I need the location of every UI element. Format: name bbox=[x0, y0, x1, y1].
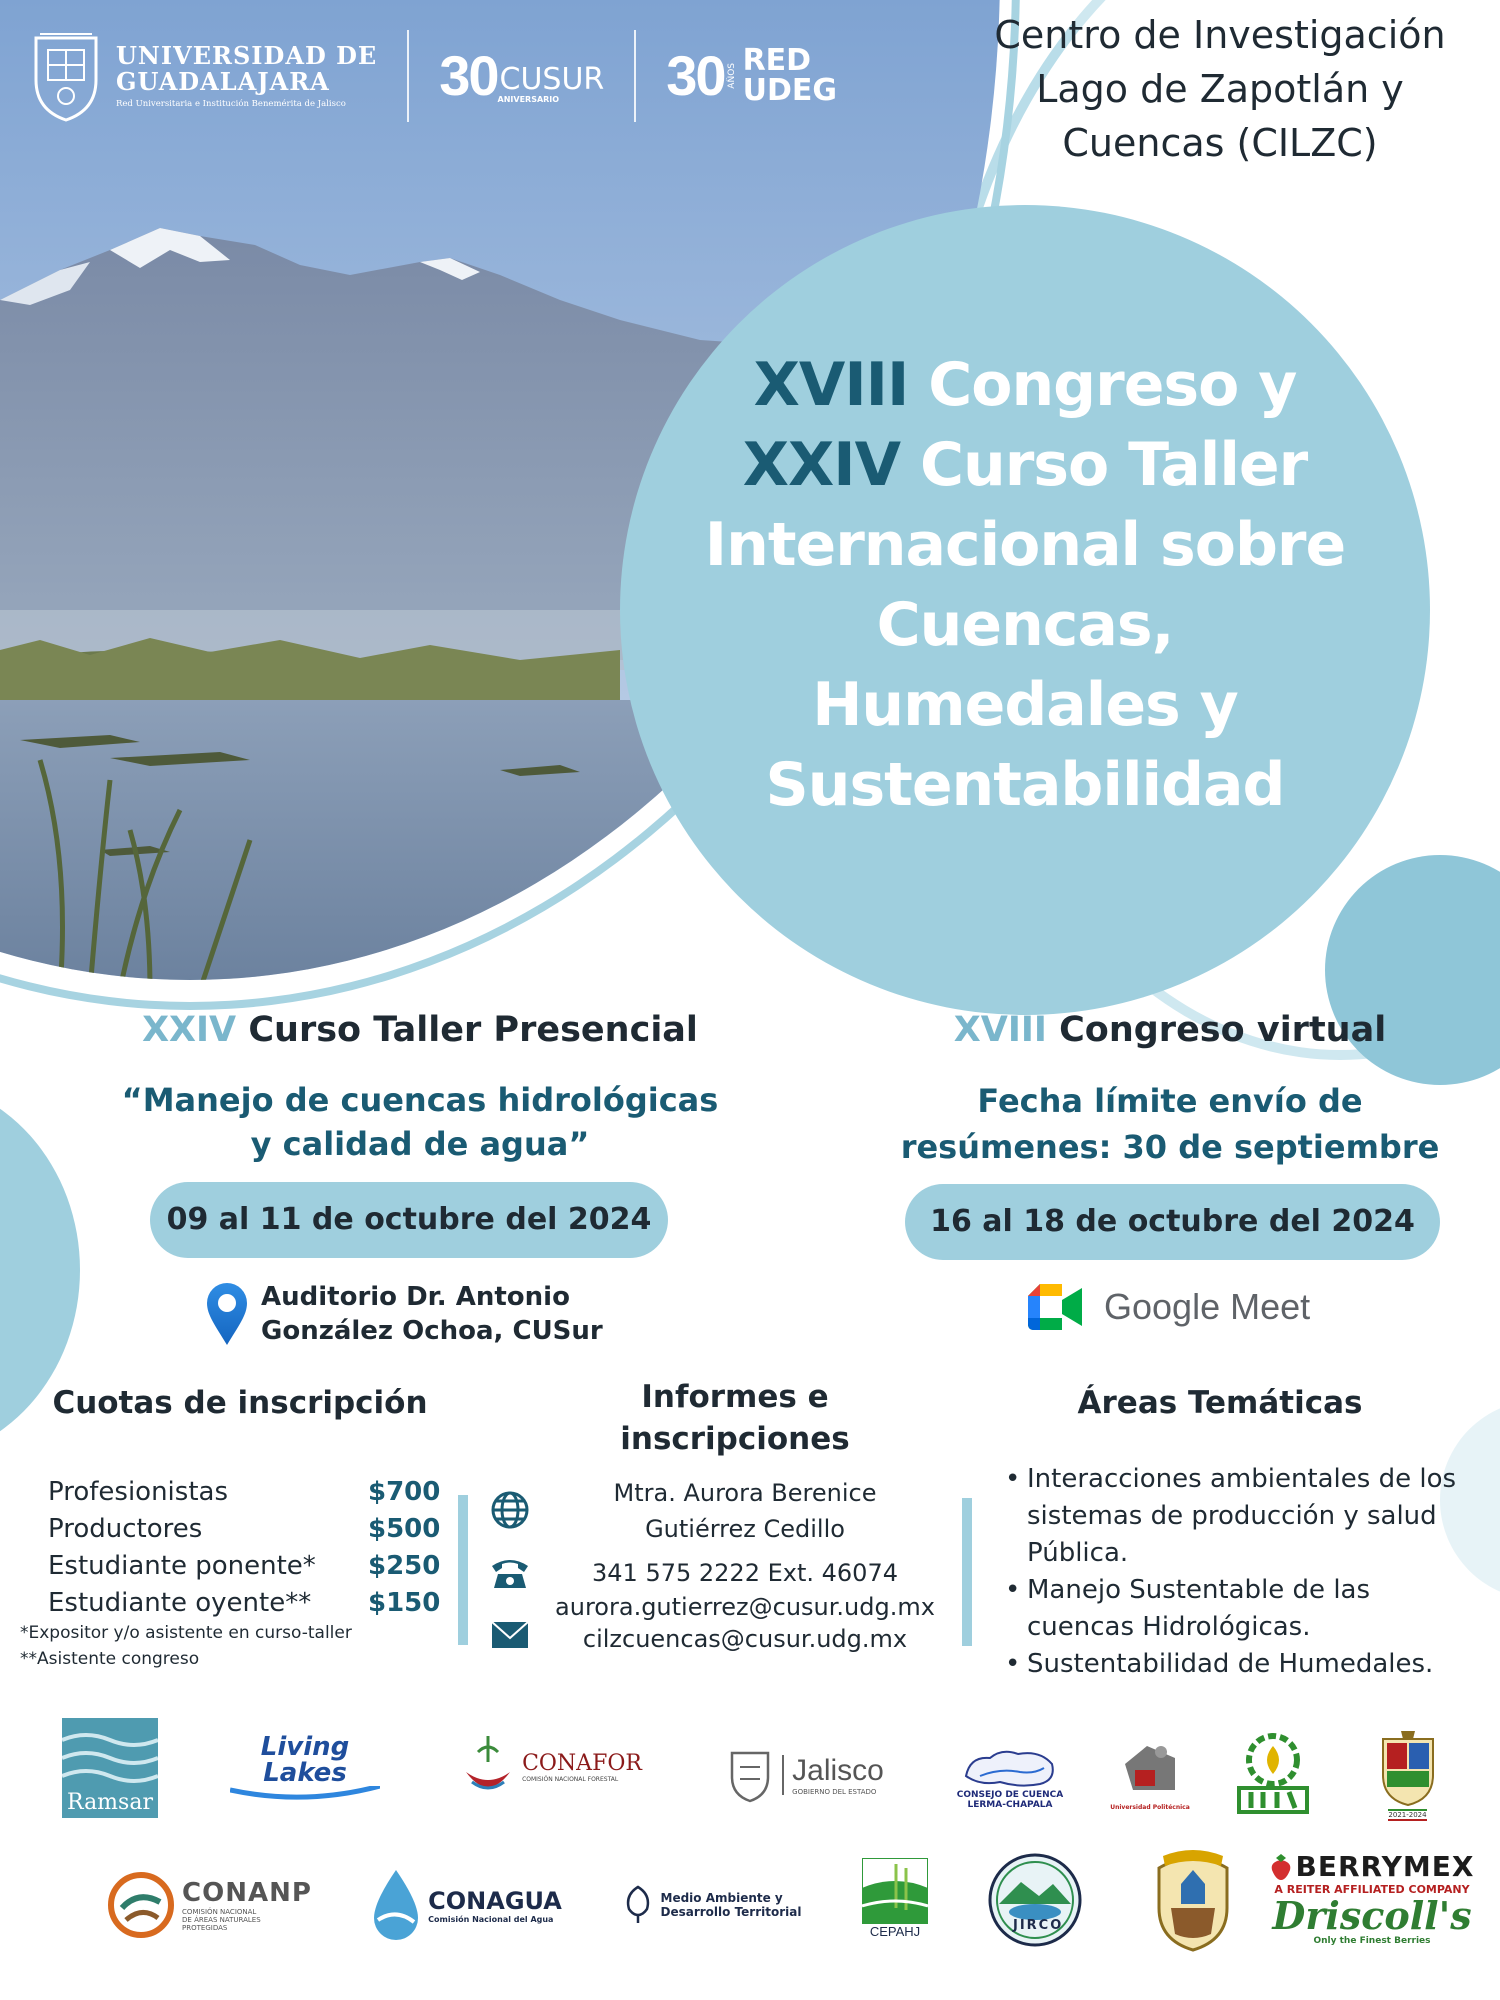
area3-line1: • Sustentabilidad de Humedales. bbox=[1027, 1649, 1434, 1679]
contact-email-2[interactable]: cilzcuencas@cusur.udg.mx bbox=[582, 1625, 908, 1653]
header-divider bbox=[407, 30, 409, 122]
area1-line2: sistemas de producción y salud bbox=[1027, 1501, 1437, 1531]
jalisco-sub: GOBIERNO DEL ESTADO bbox=[792, 1788, 877, 1796]
fee-label: Productores bbox=[48, 1514, 203, 1544]
red-udeg-logo bbox=[666, 43, 837, 108]
divider-bar bbox=[962, 1498, 972, 1646]
municipal-label: 2021-2024 bbox=[1388, 1811, 1427, 1819]
title-rest2: Curso Taller bbox=[919, 430, 1308, 500]
informes-heading-line2: inscripciones bbox=[620, 1421, 850, 1457]
municipal-shield-icon bbox=[1373, 1729, 1443, 1809]
jirco-logo bbox=[985, 1850, 1085, 1950]
jirco-emblem-icon bbox=[987, 1852, 1083, 1948]
areas-list bbox=[1005, 1461, 1485, 1683]
fee-row bbox=[48, 1511, 448, 1548]
congreso-num: XVIII bbox=[953, 1010, 1047, 1050]
areas-heading: Áreas Temáticas bbox=[1077, 1385, 1363, 1421]
google-meet-icon bbox=[1028, 1284, 1082, 1330]
municipal-seal-logo bbox=[1148, 1845, 1238, 1955]
medio-ambiente-logo bbox=[612, 1880, 812, 1930]
contact-phone: 341 575 2222 Ext. 46074 bbox=[592, 1559, 898, 1587]
fee-table bbox=[48, 1474, 448, 1622]
center-line3: Cuencas (CILZC) bbox=[1062, 121, 1378, 165]
cusur-30: 30 bbox=[439, 44, 498, 107]
title-line5: Humedales y bbox=[812, 670, 1238, 740]
center-line2: Lago de Zapotlán y bbox=[1036, 67, 1404, 111]
conagua-logo bbox=[365, 1865, 565, 1945]
red-name-1: RED bbox=[742, 43, 812, 78]
header-divider-2 bbox=[634, 30, 636, 122]
upz-logo bbox=[1105, 1725, 1195, 1820]
curso-heading bbox=[90, 1010, 750, 1050]
living-lakes-logo bbox=[225, 1728, 385, 1808]
email-icon bbox=[490, 1614, 530, 1654]
venue-line1: Auditorio Dr. Antonio bbox=[261, 1282, 570, 1312]
google-meet-label: Google Meet bbox=[1104, 1286, 1311, 1327]
udg-tagline: Red Universitaria e Institución Benemérita de Jalisco bbox=[116, 99, 346, 109]
list-item bbox=[1005, 1646, 1485, 1683]
tree-icon bbox=[623, 1885, 653, 1925]
fee-notes bbox=[20, 1620, 352, 1672]
title-line6: Sustentabilidad bbox=[765, 750, 1285, 820]
conafor-logo bbox=[455, 1722, 645, 1812]
berrymex-sub: A REITER AFFILIATED COMPANY bbox=[1274, 1883, 1470, 1896]
udg-name-line2: GUADALAJARA bbox=[116, 67, 330, 96]
conanp-sub3: PROTEGIDAS bbox=[182, 1924, 228, 1932]
lerma-line2: LERMA-CHAPALA bbox=[967, 1800, 1053, 1810]
contact-name-line1: Mtra. Aurora Berenice bbox=[613, 1479, 877, 1507]
deadline-line1: Fecha límite envío de bbox=[977, 1082, 1363, 1120]
divider-bar bbox=[458, 1495, 468, 1645]
curso-topic-line1: “Manejo de cuencas hidrológicas bbox=[121, 1081, 719, 1119]
ramsar-waves-icon bbox=[62, 1718, 158, 1788]
cuotas-heading: Cuotas de inscripción bbox=[52, 1385, 428, 1421]
conafor-label: CONAFOR bbox=[522, 1751, 642, 1776]
area1-line3: Pública. bbox=[1027, 1538, 1129, 1568]
area2-line1: • Manejo Sustentable de las bbox=[1027, 1575, 1371, 1605]
cepahj-label: CEPAHJ bbox=[869, 1923, 921, 1939]
fee-amount: $150 bbox=[368, 1588, 441, 1618]
globe-icon bbox=[490, 1490, 530, 1530]
title-line3: Internacional sobre bbox=[704, 510, 1346, 580]
upz-emblem-icon bbox=[1115, 1734, 1185, 1804]
deadline-line2: resúmenes: 30 de septiembre bbox=[900, 1128, 1440, 1166]
event-title bbox=[630, 345, 1420, 825]
fee-label: Estudiante ponente* bbox=[48, 1551, 316, 1581]
curso-num: XXIV bbox=[142, 1010, 237, 1050]
title-line4: Cuencas, bbox=[876, 590, 1174, 660]
curso-topic-line2: y calidad de agua” bbox=[250, 1125, 590, 1163]
driscolls-label: Driscoll's bbox=[1272, 1893, 1472, 1938]
fee-row bbox=[48, 1548, 448, 1585]
conagua-sub: Comisión Nacional del Agua bbox=[428, 1914, 554, 1924]
fee-row bbox=[48, 1474, 448, 1511]
conanp-logo bbox=[100, 1865, 320, 1945]
congreso-heading-text: Congreso virtual bbox=[1059, 1010, 1387, 1050]
conanp-sub2: DE ÁREAS NATURALES bbox=[182, 1916, 261, 1924]
conafor-icon bbox=[458, 1732, 518, 1802]
red-years: AÑOS bbox=[726, 63, 737, 89]
itj-logo bbox=[1230, 1725, 1315, 1820]
red-name-2: UDEG bbox=[742, 73, 837, 108]
conanp-label: CONANP bbox=[182, 1878, 312, 1908]
cusur-sub: ANIVERSARIO bbox=[497, 95, 560, 104]
mad-line1: Medio Ambiente y bbox=[660, 1891, 783, 1905]
berrymex-label: BERRYMEX bbox=[1295, 1850, 1475, 1883]
lerma-line1: CONSEJO DE CUENCA bbox=[956, 1790, 1064, 1800]
udg-wordmark bbox=[116, 43, 377, 109]
conafor-sub: COMISIÓN NACIONAL FORESTAL bbox=[522, 1776, 619, 1783]
congreso-dates-badge: 16 al 18 de octubre del 2024 bbox=[905, 1184, 1440, 1260]
google-meet-logo bbox=[1028, 1284, 1310, 1330]
area2-line2: cuencas Hidrológicas. bbox=[1027, 1612, 1311, 1642]
informes-heading-line1: Informes e bbox=[641, 1379, 829, 1415]
upz-label: Universidad Politécnica bbox=[1110, 1804, 1190, 1811]
fee-amount: $250 bbox=[368, 1551, 441, 1581]
fee-note1: *Expositor y/o asistente en curso-taller bbox=[20, 1623, 352, 1643]
udg-crest-icon bbox=[30, 30, 102, 122]
cepahj-logo bbox=[860, 1848, 930, 1948]
conagua-drop-icon bbox=[368, 1868, 424, 1942]
seal-shield-icon bbox=[1151, 1848, 1235, 1952]
center-line1: Centro de Investigación bbox=[994, 13, 1446, 57]
cusur-anniversary-logo bbox=[439, 44, 605, 107]
conanp-icon bbox=[108, 1872, 174, 1938]
title-num1: XVIII bbox=[753, 350, 909, 420]
cusur-name: CUSUR bbox=[499, 62, 605, 97]
contact-email-1[interactable]: aurora.gutierrez@cusur.udg.mx bbox=[555, 1593, 935, 1621]
location-pin-icon bbox=[205, 1281, 249, 1347]
jalisco-logo bbox=[705, 1740, 905, 1810]
berrymex-driscolls-logo bbox=[1262, 1843, 1482, 1953]
jalisco-label: Jalisco bbox=[792, 1754, 884, 1787]
strawberry-icon bbox=[1270, 1854, 1292, 1880]
conagua-label: CONAGUA bbox=[428, 1886, 562, 1915]
congreso-deadline bbox=[860, 1078, 1480, 1170]
jirco-label: JIRCO bbox=[1013, 1918, 1064, 1933]
fee-row bbox=[48, 1585, 448, 1622]
lerma-map-icon bbox=[960, 1746, 1060, 1790]
conanp-sub1: COMISIÓN NACIONAL bbox=[182, 1908, 257, 1916]
municipal-crest-logo bbox=[1365, 1725, 1450, 1825]
cepahj-emblem-icon bbox=[862, 1858, 928, 1924]
living-swoosh-icon bbox=[230, 1786, 380, 1802]
area1-line1: • Interacciones ambientales de los bbox=[1027, 1464, 1457, 1494]
telephone-icon bbox=[490, 1552, 530, 1592]
curso-heading-text: Curso Taller Presencial bbox=[248, 1010, 698, 1050]
living-line2: Lakes bbox=[263, 1758, 347, 1788]
curso-topic bbox=[80, 1078, 760, 1166]
list-item bbox=[1005, 1572, 1485, 1646]
title-num2: XXIV bbox=[742, 430, 901, 500]
contact-info bbox=[540, 1475, 950, 1655]
red-30: 30 bbox=[666, 44, 725, 107]
research-center-name bbox=[940, 8, 1500, 170]
fee-label: Profesionistas bbox=[48, 1477, 228, 1507]
fee-note2: **Asistente congreso bbox=[20, 1649, 200, 1669]
header-logos bbox=[30, 30, 837, 122]
contact-icons bbox=[490, 1490, 530, 1676]
driscolls-sub: Only the Finest Berries bbox=[1313, 1936, 1431, 1946]
curso-dates-badge: 09 al 11 de octubre del 2024 bbox=[150, 1182, 668, 1258]
udg-name-line1: UNIVERSIDAD DE bbox=[116, 41, 378, 70]
venue-line2: González Ochoa, CUSur bbox=[261, 1316, 603, 1346]
lerma-chapala-logo bbox=[950, 1738, 1070, 1818]
list-item bbox=[1005, 1461, 1485, 1572]
fee-amount: $700 bbox=[368, 1477, 441, 1507]
fee-label: Estudiante oyente** bbox=[48, 1588, 312, 1618]
living-line1: Living bbox=[260, 1732, 350, 1762]
ramsar-logo bbox=[62, 1718, 158, 1818]
fee-amount: $500 bbox=[368, 1514, 441, 1544]
jalisco-crest-icon bbox=[726, 1747, 774, 1803]
mad-line2: Desarrollo Territorial bbox=[660, 1905, 802, 1919]
congreso-heading bbox=[860, 1010, 1480, 1050]
title-rest1: Congreso y bbox=[928, 350, 1297, 420]
curso-venue bbox=[205, 1280, 603, 1348]
informes-heading bbox=[570, 1376, 900, 1460]
contact-name-line2: Gutiérrez Cedillo bbox=[645, 1515, 845, 1543]
ramsar-label: Ramsar bbox=[62, 1788, 158, 1818]
